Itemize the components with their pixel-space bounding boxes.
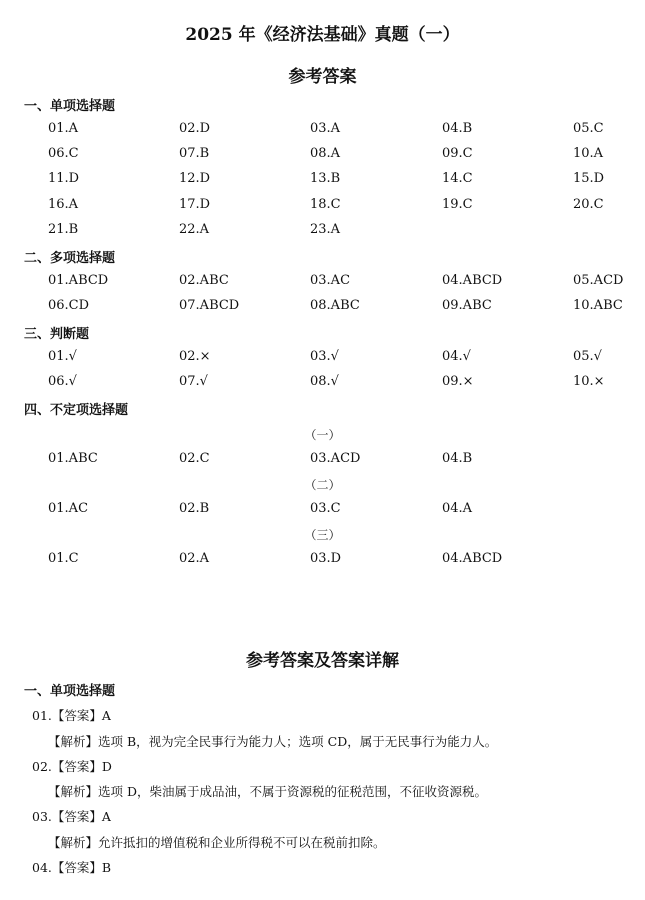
answer-cell: 12.D (179, 171, 211, 186)
answer-cell: 08.ABC (310, 298, 360, 313)
answer-cell: 04.A (442, 501, 473, 516)
answer-cell: 19.C (442, 197, 473, 212)
answer-row (0, 146, 645, 166)
answer-cell: 05.ACD (573, 273, 624, 288)
answer-cell: 10.ABC (573, 298, 623, 313)
answer-row (0, 171, 645, 191)
answer-cell: 01.A (48, 121, 79, 136)
answer-cell: 03.ACD (310, 451, 361, 466)
detail-title: 参考答案及答案详解 (246, 651, 399, 671)
answer-cell: 02.× (179, 349, 211, 364)
answer-cell: 21.B (48, 222, 79, 237)
answer-cell: 03.A (310, 121, 341, 136)
answer-cell: 01.√ (48, 349, 77, 364)
answer-row (0, 501, 645, 521)
answer-cell: 04.ABCD (442, 273, 503, 288)
answer-cell: 02.B (179, 501, 210, 516)
answer-cell: 07.B (179, 146, 210, 161)
detail-answer: 02.【答案】D (32, 759, 112, 774)
answer-cell: 02.ABC (179, 273, 229, 288)
answer-cell: 09.C (442, 146, 473, 161)
answer-cell: 04.B (442, 451, 473, 466)
section-heading-true-false: 三、判断题 (24, 327, 90, 342)
answer-row (0, 551, 645, 571)
answer-cell: 07.√ (179, 374, 208, 389)
answer-cell: 01.ABCD (48, 273, 109, 288)
answer-cell: 10.A (573, 146, 604, 161)
answer-row (0, 349, 645, 369)
answer-cell: 15.D (573, 171, 605, 186)
answer-cell: 07.ABCD (179, 298, 240, 313)
document-title: 2025 年《经济法基础》真题（一） (185, 25, 460, 45)
answer-cell: 06.√ (48, 374, 77, 389)
answer-row (0, 273, 645, 293)
answer-cell: 04.√ (442, 349, 471, 364)
answer-cell: 02.A (179, 551, 210, 566)
answer-cell: 20.C (573, 197, 604, 212)
answer-cell: 17.D (179, 197, 211, 212)
answer-cell: 03.√ (310, 349, 339, 364)
answer-cell: 01.C (48, 551, 79, 566)
answer-cell: 02.D (179, 121, 211, 136)
answer-cell: 05.C (573, 121, 604, 136)
answer-cell: 11.D (48, 171, 80, 186)
answer-cell: 01.ABC (48, 451, 98, 466)
answers-heading: 参考答案 (288, 67, 357, 87)
answer-cell: 08.√ (310, 374, 339, 389)
answer-cell: 09.× (442, 374, 474, 389)
answer-cell: 10.× (573, 374, 605, 389)
detail-answer: 03.【答案】A (32, 809, 111, 824)
answer-cell: 06.CD (48, 298, 90, 313)
detail-explanation: 【解析】选项 B，视为完全民事行为能力人；选项 CD，属于无民事行为能力人。 (48, 734, 498, 749)
answer-row (0, 298, 645, 318)
section-heading-indefinite-choice: 四、不定项选择题 (24, 403, 129, 418)
answer-cell: 05.√ (573, 349, 602, 364)
answer-cell: 01.AC (48, 501, 89, 516)
answer-row (0, 197, 645, 217)
detail-section-heading: 一、单项选择题 (24, 684, 116, 699)
answer-cell: 06.C (48, 146, 79, 161)
answer-cell: 04.B (442, 121, 473, 136)
answer-cell: 22.A (179, 222, 210, 237)
answer-cell: 02.C (179, 451, 210, 466)
answer-cell: 09.ABC (442, 298, 492, 313)
answer-cell: 03.D (310, 551, 342, 566)
answer-row (0, 222, 645, 242)
answer-cell: 04.ABCD (442, 551, 503, 566)
detail-answer: 01.【答案】A (32, 708, 111, 723)
answer-cell: 18.C (310, 197, 341, 212)
detail-explanation: 【解析】允许抵扣的增值税和企业所得税不可以在税前扣除。 (48, 835, 386, 850)
group-label: （二） (304, 478, 341, 492)
detail-explanation: 【解析】选项 D，柴油属于成品油，不属于资源税的征税范围，不征收资源税。 (48, 784, 487, 799)
answer-row (0, 451, 645, 471)
answer-cell: 08.A (310, 146, 341, 161)
answer-cell: 16.A (48, 197, 79, 212)
answer-cell: 03.C (310, 501, 341, 516)
answer-row (0, 374, 645, 394)
answer-cell: 13.B (310, 171, 341, 186)
detail-answer: 04.【答案】B (32, 860, 112, 875)
group-label: （一） (304, 428, 341, 442)
answer-cell: 03.AC (310, 273, 351, 288)
section-heading-single-choice: 一、单项选择题 (24, 99, 116, 114)
answer-row (0, 121, 645, 141)
answer-cell: 23.A (310, 222, 341, 237)
section-heading-multiple-choice: 二、多项选择题 (24, 251, 116, 266)
group-label: （三） (304, 528, 341, 542)
answer-cell: 14.C (442, 171, 473, 186)
